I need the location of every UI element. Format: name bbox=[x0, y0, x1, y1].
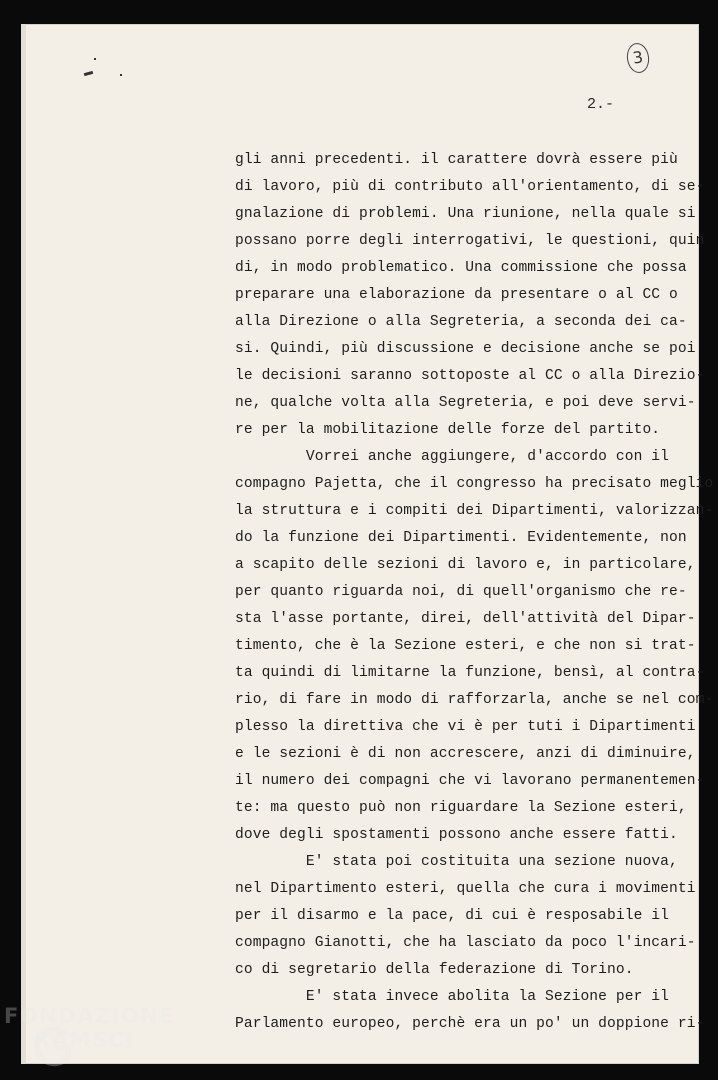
text-line: per il disarmo e la pace, di cui è resposabile il bbox=[235, 908, 670, 924]
text-line: ne, qualche volta alla Segreteria, e poi deve servi- bbox=[235, 395, 696, 411]
text-line: sta l'asse portante, direi, dell'attività del Dipar- bbox=[235, 611, 696, 627]
text-line: do la funzione dei Dipartimenti. Evidentemente, non bbox=[235, 530, 687, 546]
document-body bbox=[235, 150, 714, 1041]
ink-dot bbox=[94, 58, 96, 60]
text-line: Parlamento europeo, perchè era un po' un doppione ri- bbox=[235, 1016, 705, 1032]
folio-number: 3 bbox=[625, 42, 651, 75]
ink-dot bbox=[120, 74, 122, 76]
text-line: gnalazione di problemi. Una riunione, nella quale si bbox=[235, 206, 696, 222]
watermark-line-1: FONDAZIONE bbox=[4, 1004, 176, 1028]
text-line: E' stata poi costituita una sezione nuova, bbox=[235, 854, 678, 870]
text-line: la struttura e i compiti dei Dipartimenti, valorizzan- bbox=[235, 503, 714, 519]
text-line: possano porre degli interrogativi, le questioni, quin bbox=[235, 233, 705, 249]
text-line: alla Direzione o alla Segreteria, a seconda dei ca- bbox=[235, 314, 687, 330]
text-line: Vorrei anche aggiungere, d'accordo con il bbox=[235, 449, 670, 465]
watermark-line-2: RAMSCI bbox=[34, 1028, 135, 1052]
text-line: compagno Gianotti, che ha lasciato da poco l'incari- bbox=[235, 935, 696, 951]
text-line: dove degli spostamenti possono anche essere fatti. bbox=[235, 827, 678, 843]
text-line: le decisioni saranno sottoposte al CC o alla Direzio- bbox=[235, 368, 705, 384]
page-edge bbox=[21, 24, 26, 1064]
text-line: plesso la direttiva che vi è per tuti i Dipartimenti bbox=[235, 719, 696, 735]
text-line: compagno Pajetta, che il congresso ha precisato meglio bbox=[235, 476, 714, 492]
text-line: rio, di fare in modo di rafforzarla, anche se nel com- bbox=[235, 692, 714, 708]
text-line: il numero dei compagni che vi lavorano permanentemen- bbox=[235, 773, 705, 789]
text-line: a scapito delle sezioni di lavoro e, in particolare, bbox=[235, 557, 696, 573]
text-line: co di segretario della federazione di Torino. bbox=[235, 962, 634, 978]
page-number: 2.- bbox=[587, 96, 615, 113]
text-line: timento, che è la Sezione esteri, e che non si trat- bbox=[235, 638, 696, 654]
text-line: gli anni precedenti. il carattere dovrà essere più bbox=[235, 152, 678, 168]
text-line: di, in modo problematico. Una commissione che possa bbox=[235, 260, 687, 276]
text-line: di lavoro, più di contributo all'orientamento, di se- bbox=[235, 179, 705, 195]
text-line: per quanto riguarda noi, di quell'organismo che re- bbox=[235, 584, 687, 600]
text-line: E' stata invece abolita la Sezione per il bbox=[235, 989, 670, 1005]
text-line: te: ma questo può non riguardare la Sezione esteri, bbox=[235, 800, 687, 816]
text-line: re per la mobilitazione delle forze del partito. bbox=[235, 422, 661, 438]
text-line: e le sezioni è di non accrescere, anzi di diminuire, bbox=[235, 746, 696, 762]
text-line: nel Dipartimento esteri, quella che cura i movimenti bbox=[235, 881, 696, 897]
text-line: preparare una elaborazione da presentare o al CC o bbox=[235, 287, 678, 303]
text-line: ta quindi di limitarne la funzione, bensì, al contra- bbox=[235, 665, 705, 681]
text-line: si. Quindi, più discussione e decisione anche se poi bbox=[235, 341, 696, 357]
